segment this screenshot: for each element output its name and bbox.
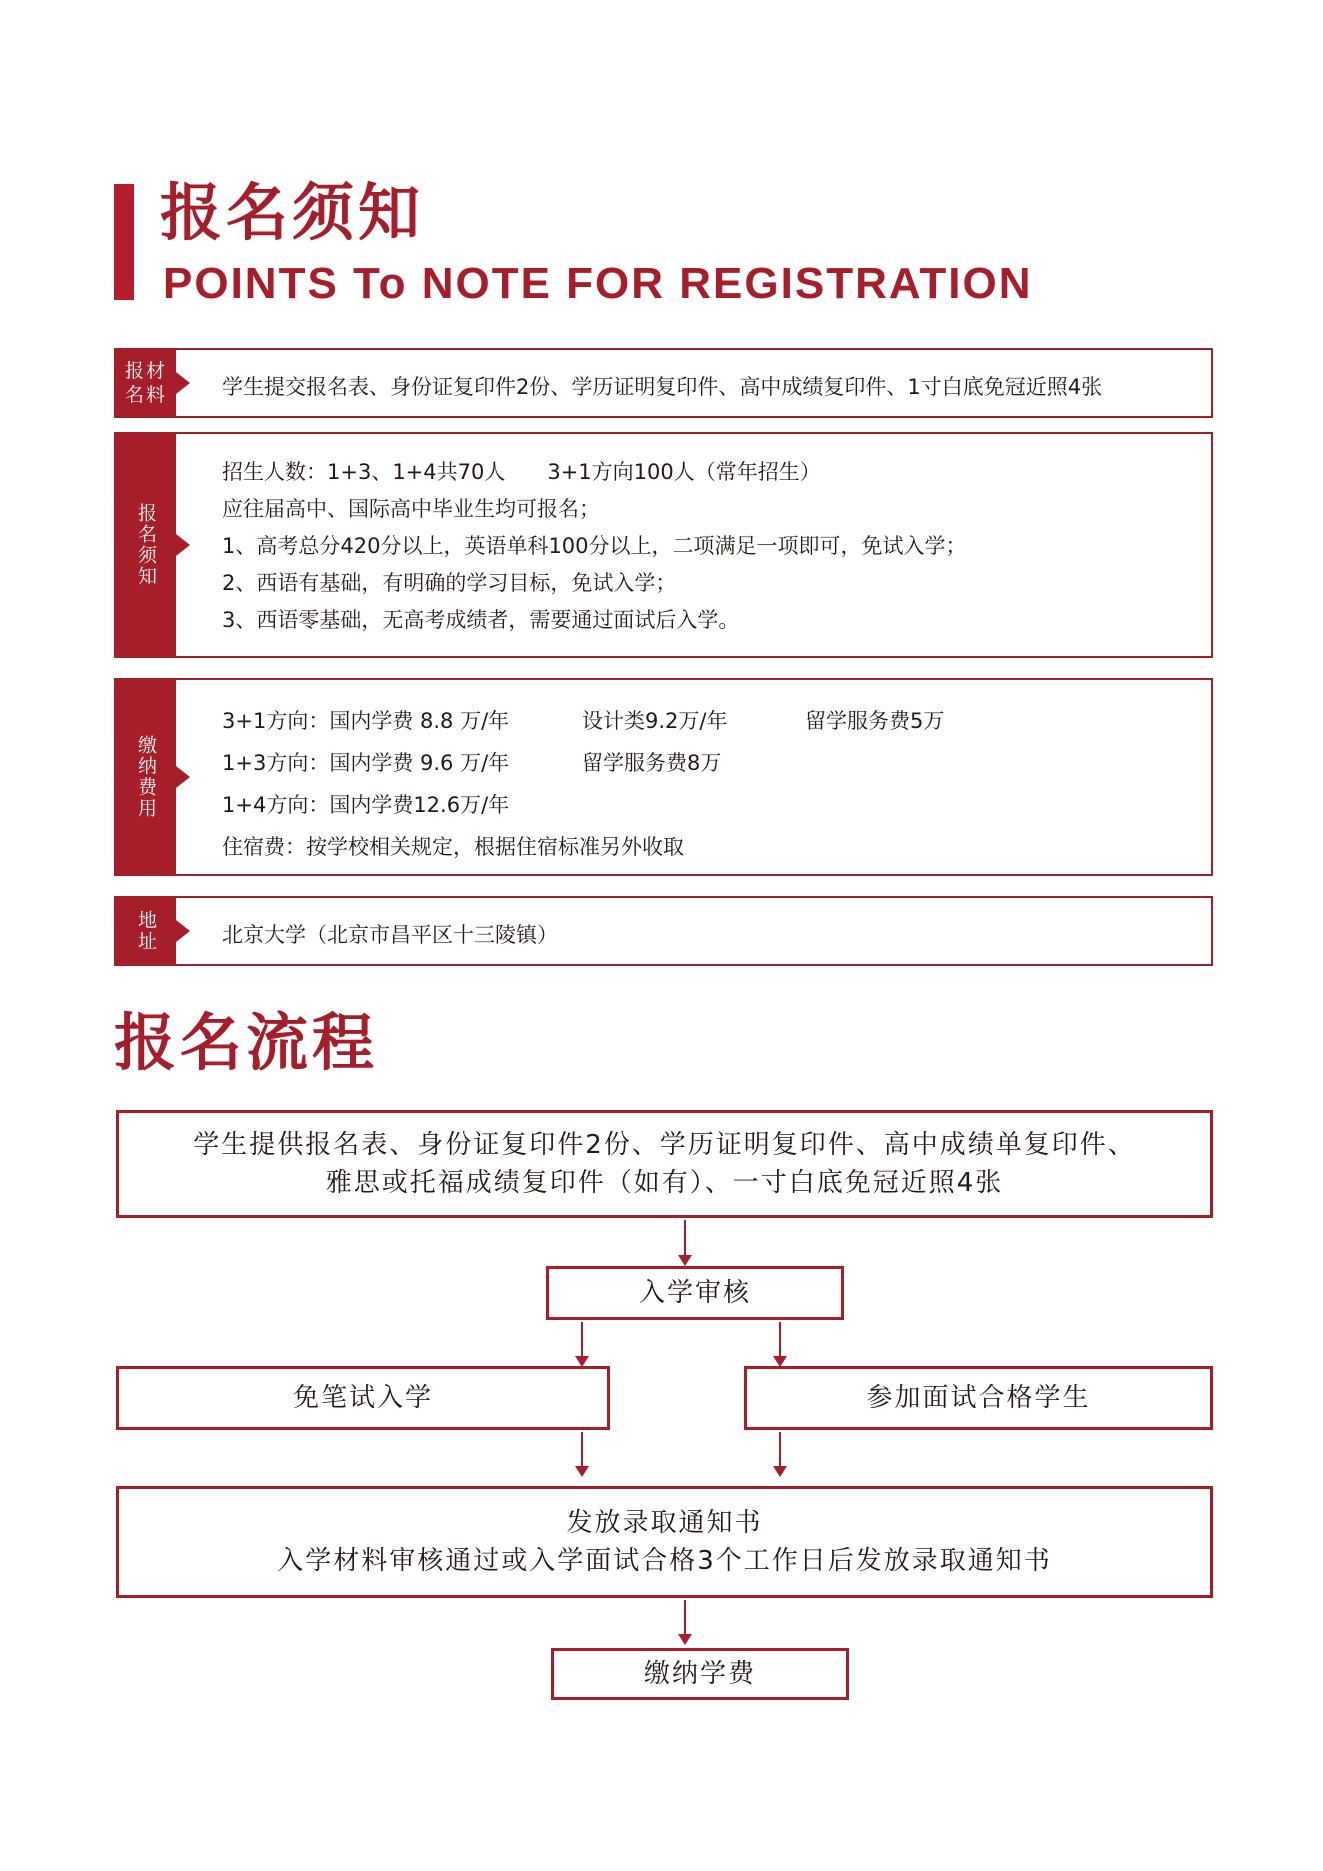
arrow-right-icon [176,766,190,788]
flow-step-text: 缴纳学费 [643,1659,756,1689]
arrow-down-icon [684,1600,686,1635]
fees-label-block [116,680,176,874]
fees-label: 缴纳费用 [135,735,157,819]
fee-row [222,700,1191,742]
flow-step-text: 发放录取通知书 [566,1508,763,1538]
arrow-down-icon [779,1432,781,1467]
address-box [114,896,1213,966]
arrow-down-icon [684,1220,686,1256]
flow-step-text: 入学审核 [638,1278,751,1308]
fee-cell: 1+4方向：国内学费12.6万/年 [222,793,510,817]
flow-step-submit [116,1110,1213,1218]
arrow-right-icon [176,920,190,942]
materials-label-block [116,350,176,416]
arrow-down-icon [581,1432,583,1467]
flow-step-text: 入学材料审核通过或入学面试合格3个工作日后发放录取通知书 [277,1546,1052,1576]
arrow-right-icon [176,534,190,556]
fee-row [222,742,1191,784]
arrow-down-icon [581,1322,583,1357]
flow-title: 报名流程 [114,1006,379,1079]
address-label: 地址 [135,910,157,952]
notice-label: 报名须知 [135,503,157,587]
fee-cell: 设计类9.2万/年 [582,709,728,733]
materials-text: 学生提交报名表、身份证复印件2份、学历证明复印件、高中成绩复印件、1寸白底免冠近照4张 [222,375,1103,399]
flow-step-exempt [116,1366,610,1430]
materials-label: 报材名料 [124,360,167,406]
fee-row [222,784,1191,826]
notice-line: 招生人数：1+3、1+4共70人 3+1方向100人（常年招生） [222,460,821,484]
address-text: 北京大学（北京市昌平区十三陵镇） [222,923,558,947]
address-label-block [116,898,176,964]
fees-box [114,678,1213,876]
flow-step-admission [116,1486,1213,1598]
notice-label-block [116,434,176,656]
arrow-down-icon [779,1322,781,1357]
flow-step-text: 参加面试合格学生 [866,1383,1091,1413]
notice-line: 2、西语有基础，有明确的学习目标，免试入学； [222,571,677,595]
arrow-right-icon [176,372,190,394]
flow-step-text: 雅思或托福成绩复印件（如有）、一寸白底免冠近照4张 [325,1168,1004,1198]
fee-cell: 留学服务费5万 [805,709,945,733]
flow-step-review [546,1266,844,1320]
fee-cell: 留学服务费8万 [582,751,722,775]
lodging-fee: 住宿费：按学校相关规定，根据住宿标准另外收取 [222,835,684,859]
fee-cell: 3+1方向：国内学费 8.8 万/年 [222,709,510,733]
notice-line: 3、西语零基础，无高考成绩者，需要通过面试后入学。 [222,608,740,632]
fee-row [222,826,1191,868]
notice-line: 1、高考总分420分以上，英语单科100分以上，二项满足一项即可，免试入学； [222,534,967,558]
page-title: 报名须知 [160,176,425,249]
fee-cell: 1+3方向：国内学费 9.6 万/年 [222,751,510,775]
notice-line: 应往届高中、国际高中毕业生均可报名； [222,497,600,521]
flow-step-text: 学生提供报名表、身份证复印件2份、学历证明复印件、高中成绩单复印件、 [193,1130,1136,1160]
flow-step-text: 免笔试入学 [292,1383,433,1413]
flow-step-interview [744,1366,1213,1430]
flow-step-payment [551,1648,849,1700]
notice-box [114,432,1213,658]
materials-box [114,348,1213,418]
title-accent-bar [114,184,134,300]
page-subtitle: POINTS To NOTE FOR REGISTRATION [163,259,1033,308]
